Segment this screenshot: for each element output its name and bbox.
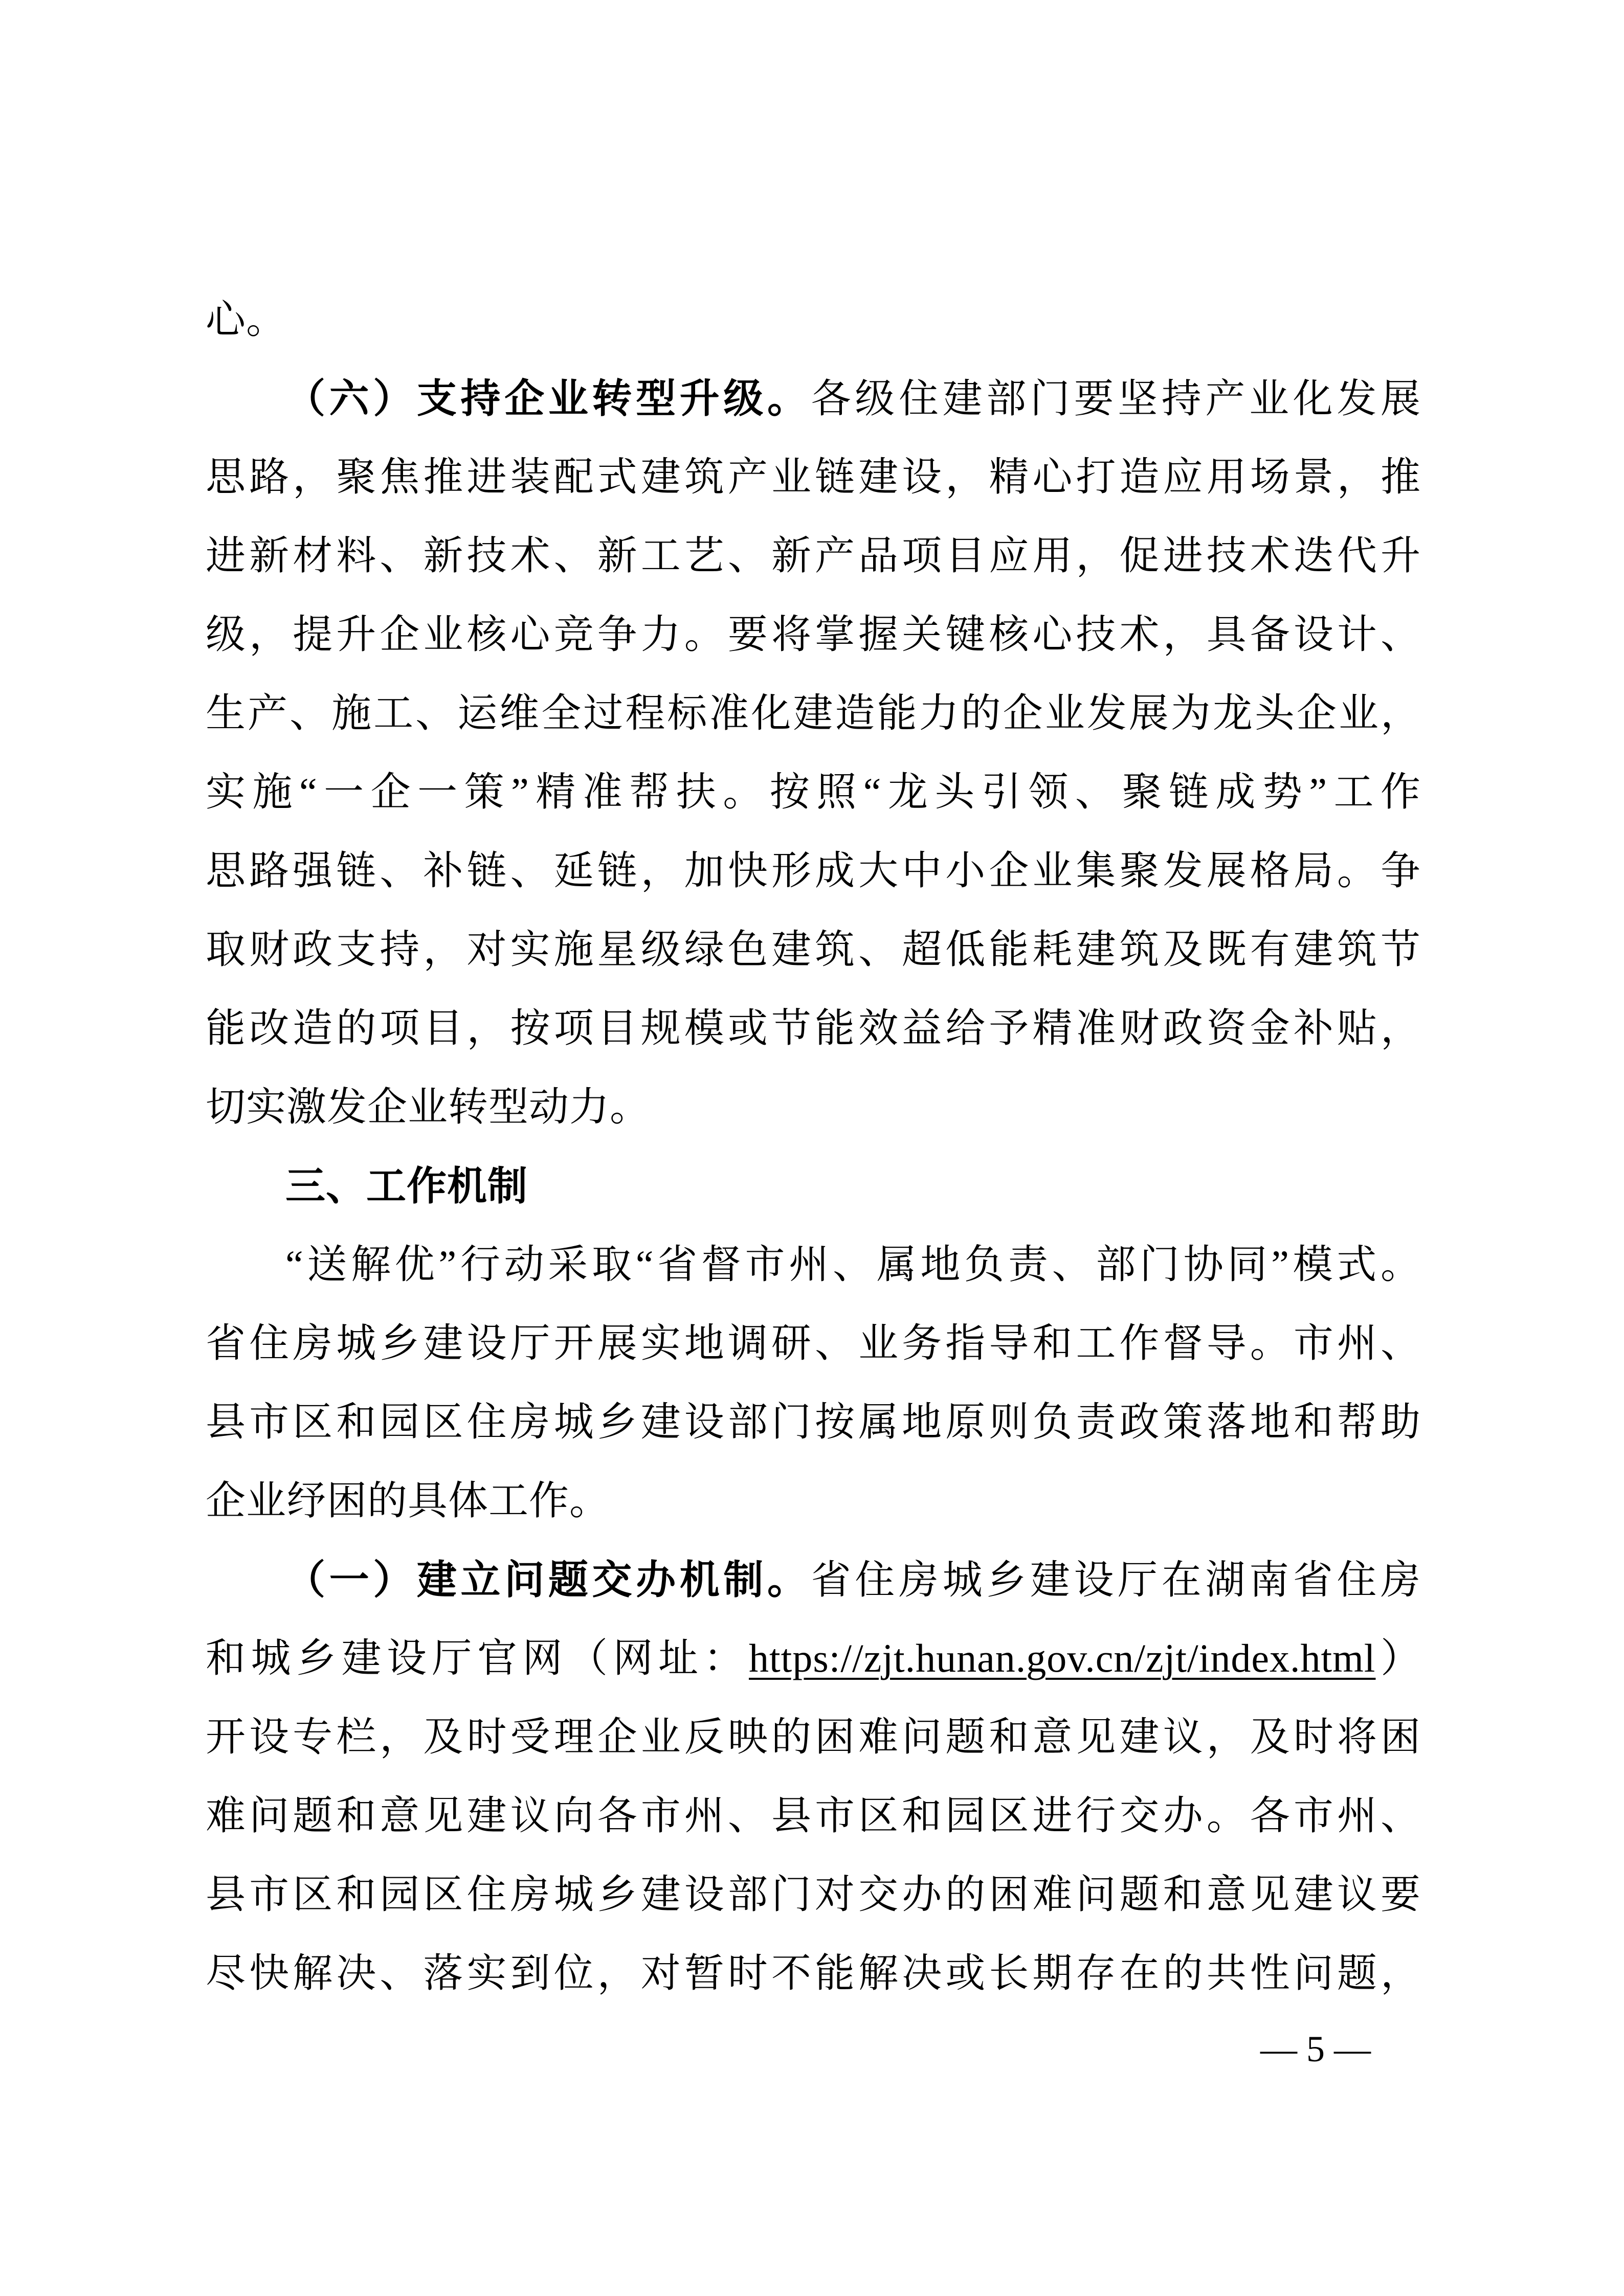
text-line [206, 1698, 1421, 1776]
bold-run: 三、工作机制 [285, 1163, 528, 1208]
text-line [206, 516, 1421, 595]
text-run: 生产、施工、运维全过程标准化建造能力的企业发展为龙头企业， [206, 691, 1421, 735]
text-line [206, 595, 1421, 674]
text-run: 心。 [206, 297, 287, 342]
text-line [206, 831, 1421, 910]
text-line [206, 1068, 1421, 1146]
text-run: 县市区和园区住房城乡建设部门按属地原则负责政策落地和帮助 [206, 1400, 1421, 1444]
text-run: 开设专栏，及时受理企业反映的困难问题和意见建议，及时将困 [206, 1715, 1421, 1759]
text-line [206, 1619, 1421, 1698]
text-line [206, 1540, 1421, 1619]
text-line [206, 989, 1421, 1068]
text-run: 思路强链、补链、延链，加快形成大中小企业集聚发展格局。争 [206, 848, 1421, 893]
text-run: 和城乡建设厅官网（网址： [206, 1636, 749, 1680]
text-run: 省住房城乡建设厅在湖南省住房 [811, 1558, 1421, 1602]
text-run: ） [1375, 1636, 1421, 1680]
text-run: 省住房城乡建设厅开展实地调研、业务指导和工作督导。市州、 [206, 1321, 1421, 1365]
text-line [206, 910, 1421, 989]
text-line [206, 1776, 1421, 1855]
text-line [206, 1304, 1421, 1383]
text-run: 切实激发企业转型动力。 [206, 1085, 651, 1129]
text-line [206, 1225, 1421, 1304]
document-body [206, 280, 1421, 2013]
text-line [206, 438, 1421, 516]
text-run: 级，提升企业核心竞争力。要将掌握关键核心技术，具备设计、 [206, 612, 1421, 657]
text-run: 各级住建部门要坚持产业化发展 [811, 376, 1421, 421]
text-line [206, 1934, 1421, 2013]
text-run: 县市区和园区住房城乡建设部门对交办的困难问题和意见建议要 [206, 1872, 1421, 1917]
section-heading [206, 1146, 1421, 1225]
text-run: 进新材料、新技术、新工艺、新产品项目应用，促进技术迭代升 [206, 533, 1421, 578]
text-line [206, 280, 1421, 359]
text-line [206, 359, 1421, 438]
page-number: — 5 — [1260, 2029, 1371, 2069]
text-run: 企业纾困的具体工作。 [206, 1478, 610, 1523]
text-line [206, 674, 1421, 753]
text-run: 实施“一企一策”精准帮扶。按照“龙头引领、聚链成势”工作 [206, 770, 1421, 814]
text-line [206, 1461, 1421, 1540]
text-line [206, 1383, 1421, 1461]
text-run: 能改造的项目，按项目规模或节能效益给予精准财政资金补贴， [206, 1006, 1421, 1050]
text-run: 尽快解决、落实到位，对暂时不能解决或长期存在的共性问题， [206, 1951, 1421, 1995]
text-line [206, 1855, 1421, 1934]
bold-run: （一）建立问题交办机制。 [285, 1557, 811, 1602]
text-run: 思路，聚焦推进装配式建筑产业链建设，精心打造应用场景，推 [206, 455, 1421, 499]
bold-run: （六）支持企业转型升级。 [285, 376, 811, 421]
text-run: 难问题和意见建议向各市州、县市区和园区进行交办。各市州、 [206, 1793, 1421, 1838]
text-line [206, 753, 1421, 831]
url-text: https://zjt.hunan.gov.cn/zjt/index.html [749, 1636, 1376, 1680]
text-run: “送解优”行动采取“省督市州、属地负责、部门协同”模式。 [285, 1242, 1421, 1287]
text-run: 取财政支持，对实施星级绿色建筑、超低能耗建筑及既有建筑节 [206, 927, 1421, 972]
